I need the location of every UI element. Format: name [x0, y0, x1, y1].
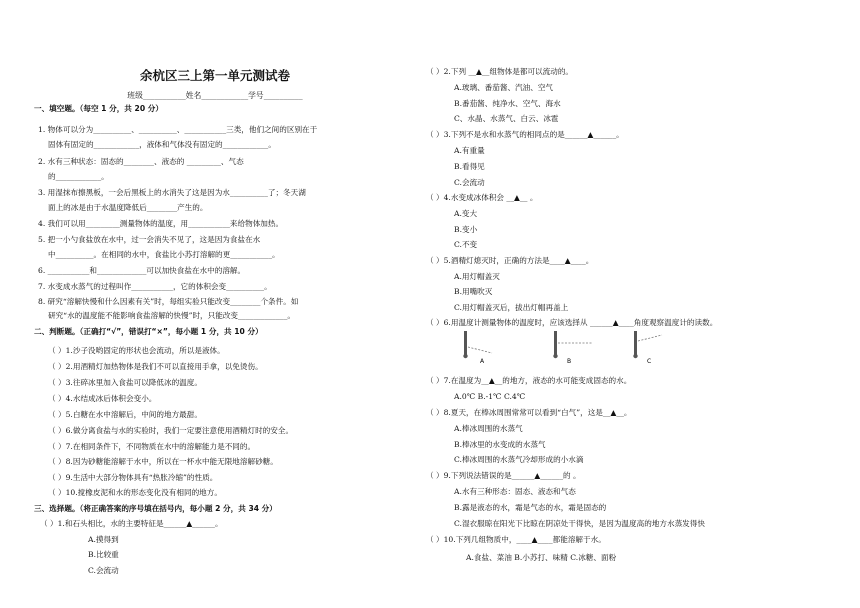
fill-line: 研究“水的温度能不能影响食盐溶解的快慢”时，只能改变_____________。	[48, 311, 295, 320]
judge-item: （ ）2.用酒精灯加热物体是我们不可以直接用手拿，以免烫伤。	[48, 362, 263, 371]
fill-line: 中__________。在相同的水中，食盐比小苏打溶解的更___________。	[48, 250, 280, 259]
judge-item: （ ）10.搅橡皮泥和水的形态变化没有相同的地方。	[48, 488, 222, 497]
thermometer-b	[553, 331, 592, 365]
fill-line: 5. 把一小勺食盐放在水中，过一会消失不见了，这是因为食盐在水	[38, 235, 261, 244]
fill-line: 3. 用湿抹布擦黑板，一会后黑板上的水消失了这是因为水__________了；冬天湖	[38, 188, 306, 197]
thermometer-label-a: A	[480, 358, 485, 365]
section-fill-heading: 一、填空题。（每空 1 分，共 20 分）	[34, 104, 163, 113]
choice-question: （ ）9.下列说法错误的是______▲______的 。	[426, 471, 581, 480]
choice-option: B.变小	[454, 225, 478, 234]
choice-question: （ ）4.水变成冰体积会 __▲__ 。	[426, 193, 538, 202]
choice-option: C.湿衣服晾在阳光下比晾在阴凉处干得快，是因为温度高的地方水蒸发得快	[454, 519, 705, 528]
fill-line: 8. 研究“溶解快慢和什么因素有关”时，每组实验只能改变________个条件。如	[38, 297, 299, 306]
thermometer-c	[633, 331, 662, 365]
fill-line: 4. 我们可以用_________测量物体的温度，用___________来给物体加热。	[38, 219, 284, 228]
choice-option: B.棒冰里的水变成的水蒸气	[454, 440, 546, 449]
choice-option: B.番茄酱、纯净水、空气、海水	[454, 99, 561, 108]
judge-item: （ ）8.因为砂糖能溶解于水中，所以在一杯水中能无限地溶解砂糖。	[48, 457, 278, 466]
choice-question: （ ）6.用温度计测量物体的温度时，应该选择从 ______▲____角度观察温度计的读数。	[426, 318, 718, 327]
choice-option: A.棒冰周围的水蒸气	[454, 424, 523, 433]
choice-question: （ ）5.酒精灯熄灭时，正确的方法是____▲____。	[426, 256, 594, 265]
fill-line: 6. ___________和_____________可以加快食盐在水中的溶解。	[38, 266, 246, 275]
choice-option: C.会流动	[88, 566, 119, 575]
fill-line: 1. 物体可以分为__________、__________、___________三类，他们之间的区别在于	[38, 125, 318, 134]
choice-question: （ ）8.夏天，在棒冰周围常常可以看到“白气”，这是__▲__。	[426, 408, 632, 417]
choice-option: A.水有三种形态：固态、液态和气态	[454, 487, 576, 496]
fill-line: 7. 水变成水蒸气的过程叫作___________，它的体积会变__________。	[38, 282, 272, 291]
choice-question: （ ）1.和石头相比，水的主要特征是______▲______。	[40, 519, 223, 528]
judge-item: （ ）4.水结成冰后体积会变小。	[48, 394, 157, 403]
page-title: 余杭区三上第一单元测试卷	[139, 68, 290, 83]
choice-option: A.用灯帽盖灭	[454, 272, 500, 281]
choice-option: B.看得见	[454, 162, 485, 171]
choice-question: （ ）10.下列几组物质中，____▲____都能溶解于水。	[426, 535, 606, 544]
choice-question: （ ）7.在温度为__▲__的地方，液态的水可能变成固态的水。	[426, 376, 632, 385]
choice-question: （ ）3.下列不是水和水蒸气的相同点的是______▲______。	[426, 130, 624, 139]
choice-option: C.会流动	[454, 178, 485, 187]
choice-option: A.食盐、菜油 B.小苏打、味精 C.冰糖、面粉	[466, 553, 617, 562]
choice-option: A.有重量	[454, 146, 485, 155]
judge-item: （ ）3.往碎冰里加入食盐可以降低冰的温度。	[48, 378, 202, 387]
thermometer-label-b: B	[567, 358, 572, 365]
thermometer-a	[463, 331, 492, 365]
choice-option: C.不变	[454, 240, 478, 249]
judge-item: （ ）1.沙子没哟固定的形状也会流动，所以是液体。	[48, 346, 225, 355]
judge-item: （ ）7.在相同条件下，不同物质在水中的溶解能力是不同的。	[48, 442, 256, 451]
fill-line: 面上的冰是由于水温度降低后________产生的。	[48, 203, 208, 212]
choice-question: （ ）2.下列 __▲__组物体是都可以流动的。	[426, 67, 574, 76]
choice-option: B.露是液态的水，霜是气态的水，霜是固态的	[454, 503, 607, 512]
thermometer-figure	[462, 325, 682, 367]
judge-item: （ ）9.生活中大部分物体具有“热胀冷缩”的性质。	[48, 473, 218, 482]
choice-option: C.用灯帽盖灭后，拔出灯帽再盖上	[454, 303, 569, 312]
judge-item: （ ）5.白糖在水中溶解后，中间的地方最甜。	[48, 410, 202, 419]
choice-option: C、水晶、水蒸气、白云、冰雹	[454, 114, 559, 123]
section-judge-heading: 二、判断题。（正确打“√”，错误打“×”，每小题 1 分，共 10 分）	[34, 327, 263, 336]
fill-line: 固体有固定的____________，液体和气体没有固定的____________。	[48, 140, 276, 149]
choice-option: A.玻璃、番茄酱、汽油、空气	[454, 83, 554, 92]
section-choice-heading: 三、选择题。（将正确答案的序号填在括号内，每小题 2 分，共 34 分）	[34, 504, 277, 513]
student-info-line: 班级___________姓名____________学号__________	[127, 91, 303, 100]
choice-option: B.比较重	[88, 550, 119, 559]
choice-option: B.用嘴吹灭	[454, 287, 493, 296]
choice-option: A.变大	[454, 209, 478, 218]
choice-option: A.摸得到	[88, 535, 119, 544]
judge-item: （ ）6.做分离食盐与水的实验时，我们一定要注意使用酒精灯时的安全。	[48, 426, 294, 435]
thermometer-label-c: C	[647, 358, 652, 365]
fill-line: 的____________。	[48, 172, 109, 181]
choice-option: A.0℃ B.-1℃ C.4℃	[454, 392, 526, 401]
choice-option: C.棒冰周围的水蒸气冷却形成的小水滴	[454, 455, 584, 464]
fill-line: 2. 水有三种状态：固态的________、液态的 _________、气态	[38, 157, 244, 166]
